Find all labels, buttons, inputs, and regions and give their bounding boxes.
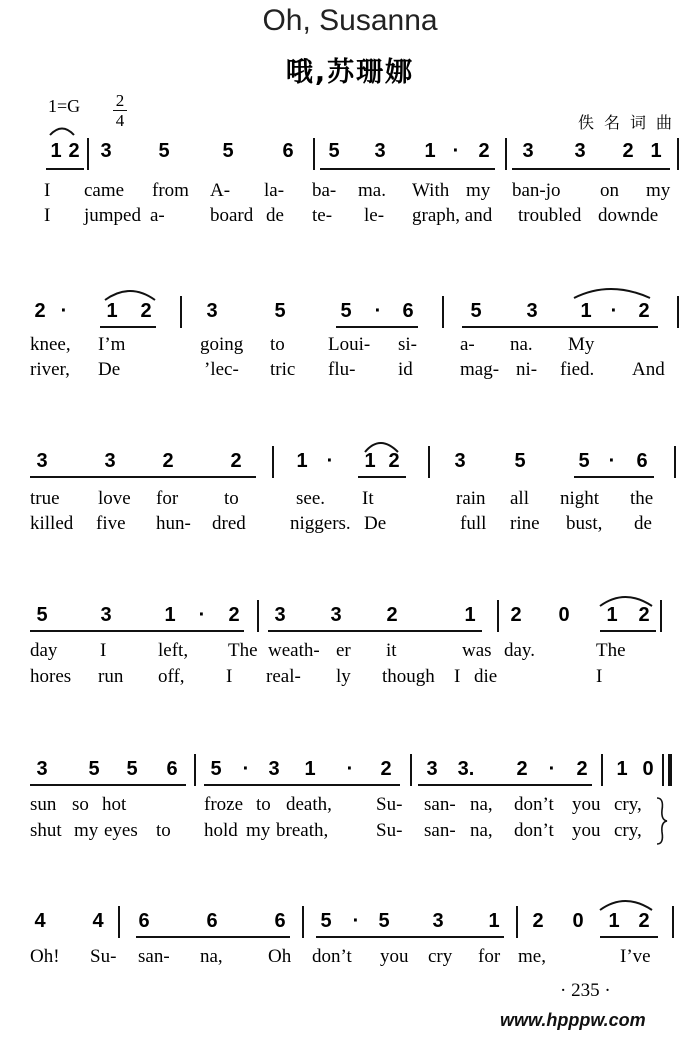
lyric: la- [264, 180, 285, 201]
lyric: cry, [614, 794, 642, 815]
underline [204, 784, 400, 786]
lyric: it [386, 640, 397, 661]
lyric: knee, [30, 334, 71, 355]
note: 3 [330, 604, 342, 626]
note: 1 [464, 604, 476, 626]
note: 3 [526, 300, 538, 322]
note: 1 [106, 300, 118, 322]
bar-line [272, 446, 274, 478]
note: 6 [274, 910, 286, 932]
note: 2 [228, 604, 240, 626]
lyric: me, [518, 946, 546, 967]
note: 5 [328, 140, 340, 162]
lyric: came [84, 180, 125, 201]
note: 0 [558, 604, 570, 626]
lyric: jumped [84, 205, 141, 226]
note: 5 [274, 300, 286, 322]
note: 3 [574, 140, 586, 162]
note: 1 [164, 604, 176, 626]
lyric: And [632, 359, 665, 380]
note: 1 [364, 450, 376, 472]
note: 1 [304, 758, 316, 780]
note: 5 [88, 758, 100, 780]
lyric: don’t [514, 820, 554, 841]
note: 3 [100, 604, 112, 626]
lyric: to [270, 334, 285, 355]
note: 1 [580, 300, 592, 322]
note: 3 [274, 604, 286, 626]
note: · [452, 140, 460, 162]
lyric: going [200, 334, 244, 355]
lyric: hot [102, 794, 127, 815]
note: 4 [34, 910, 46, 932]
lyric: I’ve [620, 946, 651, 967]
note: 1 [50, 140, 62, 162]
note: 2 [68, 140, 80, 162]
lyric: love [98, 488, 131, 509]
page-number: · 235 · [560, 980, 611, 1001]
note: 3 [36, 758, 48, 780]
verse-brace [654, 796, 670, 846]
note: 6 [206, 910, 218, 932]
note: 2 [576, 758, 588, 780]
lyric: ma. [358, 180, 386, 201]
lyric: day. [504, 640, 535, 661]
underline [462, 326, 658, 328]
lyric: all [510, 488, 529, 509]
lyric: bust, [566, 513, 603, 534]
lyric: te- [312, 205, 333, 226]
time-signature-top: 2 [115, 91, 125, 110]
lyric: so [72, 794, 89, 815]
lyric: hores [30, 666, 72, 687]
note: 5 [340, 300, 352, 322]
note: 2 [140, 300, 152, 322]
final-bar-line [662, 754, 664, 786]
underline [320, 168, 495, 170]
underline [336, 326, 418, 328]
note: · [548, 758, 556, 780]
note: 2 [622, 140, 634, 162]
lyric: na, [470, 794, 493, 815]
lyric: board [210, 205, 254, 226]
final-bar-line-thick [668, 754, 672, 786]
bar-line [410, 754, 412, 786]
lyric: see. [296, 488, 326, 509]
lyric: na, [200, 946, 223, 967]
note: 2 [162, 450, 174, 472]
bar-line [497, 600, 499, 632]
note: 3 [432, 910, 444, 932]
note: · [60, 300, 68, 322]
lyric: Su- [376, 820, 403, 841]
lyric: le- [364, 205, 385, 226]
underline [30, 476, 256, 478]
lyric: five [96, 513, 126, 534]
time-signature-bottom: 4 [115, 111, 125, 130]
lyric: weath- [268, 640, 320, 661]
lyric: downde [598, 205, 659, 226]
lyric: ly [336, 666, 351, 687]
bar-line [118, 906, 120, 938]
lyric: si- [398, 334, 417, 355]
lyric: My [568, 334, 595, 355]
lyric: run [98, 666, 124, 687]
lyric: breath, [276, 820, 329, 841]
bar-line [677, 296, 679, 328]
lyric: true [30, 488, 60, 509]
lyric: san- [424, 794, 456, 815]
lyric: troubled [518, 205, 582, 226]
lyric: though [382, 666, 435, 687]
lyric: shut [30, 820, 62, 841]
lyric: a- [460, 334, 475, 355]
note: 3. [457, 758, 475, 780]
note: · [610, 300, 618, 322]
lyric: death, [286, 794, 332, 815]
lyric: to [256, 794, 271, 815]
bar-line [660, 600, 662, 632]
note: 2 [380, 758, 392, 780]
lyric: De [364, 513, 387, 534]
bar-line [505, 138, 507, 170]
lyric: my [646, 180, 671, 201]
underline [316, 936, 504, 938]
lyric: day [30, 640, 58, 661]
lyric: die [474, 666, 498, 687]
lyric: ’lec- [204, 359, 239, 380]
note: 2 [230, 450, 242, 472]
lyric: Su- [90, 946, 117, 967]
lyric: dred [212, 513, 246, 534]
lyric: for [156, 488, 179, 509]
lyric: don’t [514, 794, 554, 815]
lyric: er [336, 640, 351, 661]
note: 3 [426, 758, 438, 780]
title-chinese: 哦,苏珊娜 [285, 57, 415, 88]
note: · [352, 910, 360, 932]
lyric: niggers. [290, 513, 351, 534]
note: 3 [206, 300, 218, 322]
lyric: to [156, 820, 171, 841]
lyric: on [600, 180, 619, 201]
lyric: cry [428, 946, 453, 967]
lyric: Oh! [30, 946, 60, 967]
note: 3 [522, 140, 534, 162]
lyric: flu- [328, 359, 356, 380]
lyric: rain [456, 488, 486, 509]
note: 2 [386, 604, 398, 626]
lyric: graph, and [412, 205, 493, 226]
note: 3 [268, 758, 280, 780]
note: 3 [36, 450, 48, 472]
bar-line [180, 296, 182, 328]
lyric: Su- [376, 794, 403, 815]
lyric: from [152, 180, 189, 201]
note: 2 [510, 604, 522, 626]
note: 2 [638, 910, 650, 932]
underline [30, 784, 186, 786]
note: 1 [606, 604, 618, 626]
note: 0 [572, 910, 584, 932]
note: 5 [222, 140, 234, 162]
lyric: to [224, 488, 239, 509]
underline [418, 784, 592, 786]
underline [30, 630, 244, 632]
note: 3 [374, 140, 386, 162]
note: 6 [402, 300, 414, 322]
note: 4 [92, 910, 104, 932]
lyric: rine [510, 513, 540, 534]
note: 2 [388, 450, 400, 472]
lyric: I [100, 640, 107, 661]
underline [46, 168, 84, 170]
bar-line [674, 446, 676, 478]
lyric: my [246, 820, 271, 841]
lyric: you [572, 820, 601, 841]
note: 5 [470, 300, 482, 322]
bar-line [313, 138, 315, 170]
lyric: full [460, 513, 487, 534]
lyric: Loui- [328, 334, 371, 355]
underline [574, 476, 654, 478]
note: 5 [320, 910, 332, 932]
lyric: na. [510, 334, 533, 355]
underline [358, 476, 406, 478]
lyric: was [462, 640, 492, 661]
underline [600, 936, 658, 938]
lyric: mag- [460, 359, 500, 380]
note: 0 [642, 758, 654, 780]
note: 5 [514, 450, 526, 472]
author-credit: 佚名词曲 [577, 113, 682, 132]
lyric: killed [30, 513, 74, 534]
note: 2 [478, 140, 490, 162]
underline [512, 168, 670, 170]
note: 1 [616, 758, 628, 780]
lyric: I’m [98, 334, 126, 355]
lyric: a- [150, 205, 165, 226]
note: 3 [104, 450, 116, 472]
underline [268, 630, 482, 632]
underline [600, 630, 656, 632]
lyric: real- [266, 666, 301, 687]
lyric: for [478, 946, 501, 967]
lyric: sun [30, 794, 57, 815]
lyric: I [44, 180, 51, 201]
lyric: eyes [104, 820, 138, 841]
bar-line [677, 138, 679, 170]
note: 3 [454, 450, 466, 472]
lyric: don’t [312, 946, 352, 967]
note: 2 [34, 300, 46, 322]
note: · [326, 450, 334, 472]
note: 6 [282, 140, 294, 162]
lyric: cry, [614, 820, 642, 841]
note: · [242, 758, 250, 780]
note: 5 [210, 758, 222, 780]
lyric: tric [270, 359, 296, 380]
lyric: you [572, 794, 601, 815]
lyric: The [228, 640, 258, 661]
note: 1 [488, 910, 500, 932]
note: 1 [608, 910, 620, 932]
website-watermark: www.hpppw.com [500, 1010, 646, 1030]
lyric: ban-jo [512, 180, 561, 201]
bar-line [302, 906, 304, 938]
lyric: ba- [312, 180, 337, 201]
note: 5 [158, 140, 170, 162]
bar-line [87, 138, 89, 170]
lyric: river, [30, 359, 70, 380]
lyric: I [44, 205, 51, 226]
lyric: my [466, 180, 491, 201]
note: · [608, 450, 616, 472]
lyric: I [596, 666, 603, 687]
lyric: With [412, 180, 450, 201]
note: 5 [378, 910, 390, 932]
key-signature: 1=G [48, 96, 81, 116]
bar-line [442, 296, 444, 328]
bar-line [601, 754, 603, 786]
lyric: De [98, 359, 121, 380]
lyric: the [630, 488, 654, 509]
note: 1 [296, 450, 308, 472]
bar-line [672, 906, 674, 938]
lyric: A- [210, 180, 231, 201]
bar-line [428, 446, 430, 478]
note: 6 [636, 450, 648, 472]
lyric: san- [138, 946, 170, 967]
lyric: The [596, 640, 626, 661]
lyric: Oh [268, 946, 292, 967]
lyric: It [362, 488, 374, 509]
lyric: froze [204, 794, 244, 815]
lyric: night [560, 488, 600, 509]
note: 3 [100, 140, 112, 162]
note: 6 [138, 910, 150, 932]
lyric: my [74, 820, 99, 841]
note: 1 [424, 140, 436, 162]
note: 5 [36, 604, 48, 626]
bar-line [257, 600, 259, 632]
bar-line [194, 754, 196, 786]
lyric: id [398, 359, 413, 380]
note: 2 [516, 758, 528, 780]
lyric: de [634, 513, 652, 534]
lyric: off, [158, 666, 185, 687]
lyric: fied. [560, 359, 595, 380]
lyric: na, [470, 820, 493, 841]
lyric: I [454, 666, 461, 687]
lyric: san- [424, 820, 456, 841]
note: 2 [638, 604, 650, 626]
lyric: de [266, 205, 284, 226]
note: 2 [532, 910, 544, 932]
title-english: Oh, Susanna [262, 4, 438, 37]
note: 2 [638, 300, 650, 322]
lyric: ni- [516, 359, 538, 380]
note: 6 [166, 758, 178, 780]
note: · [374, 300, 382, 322]
lyric: you [380, 946, 409, 967]
lyric: hold [204, 820, 238, 841]
bar-line [516, 906, 518, 938]
underline [100, 326, 156, 328]
lyric: hun- [156, 513, 191, 534]
note: 5 [578, 450, 590, 472]
lyric: I [226, 666, 233, 687]
note: 5 [126, 758, 138, 780]
note: 1 [650, 140, 662, 162]
lyric: left, [158, 640, 189, 661]
underline [136, 936, 290, 938]
note: · [346, 758, 354, 780]
note: · [198, 604, 206, 626]
